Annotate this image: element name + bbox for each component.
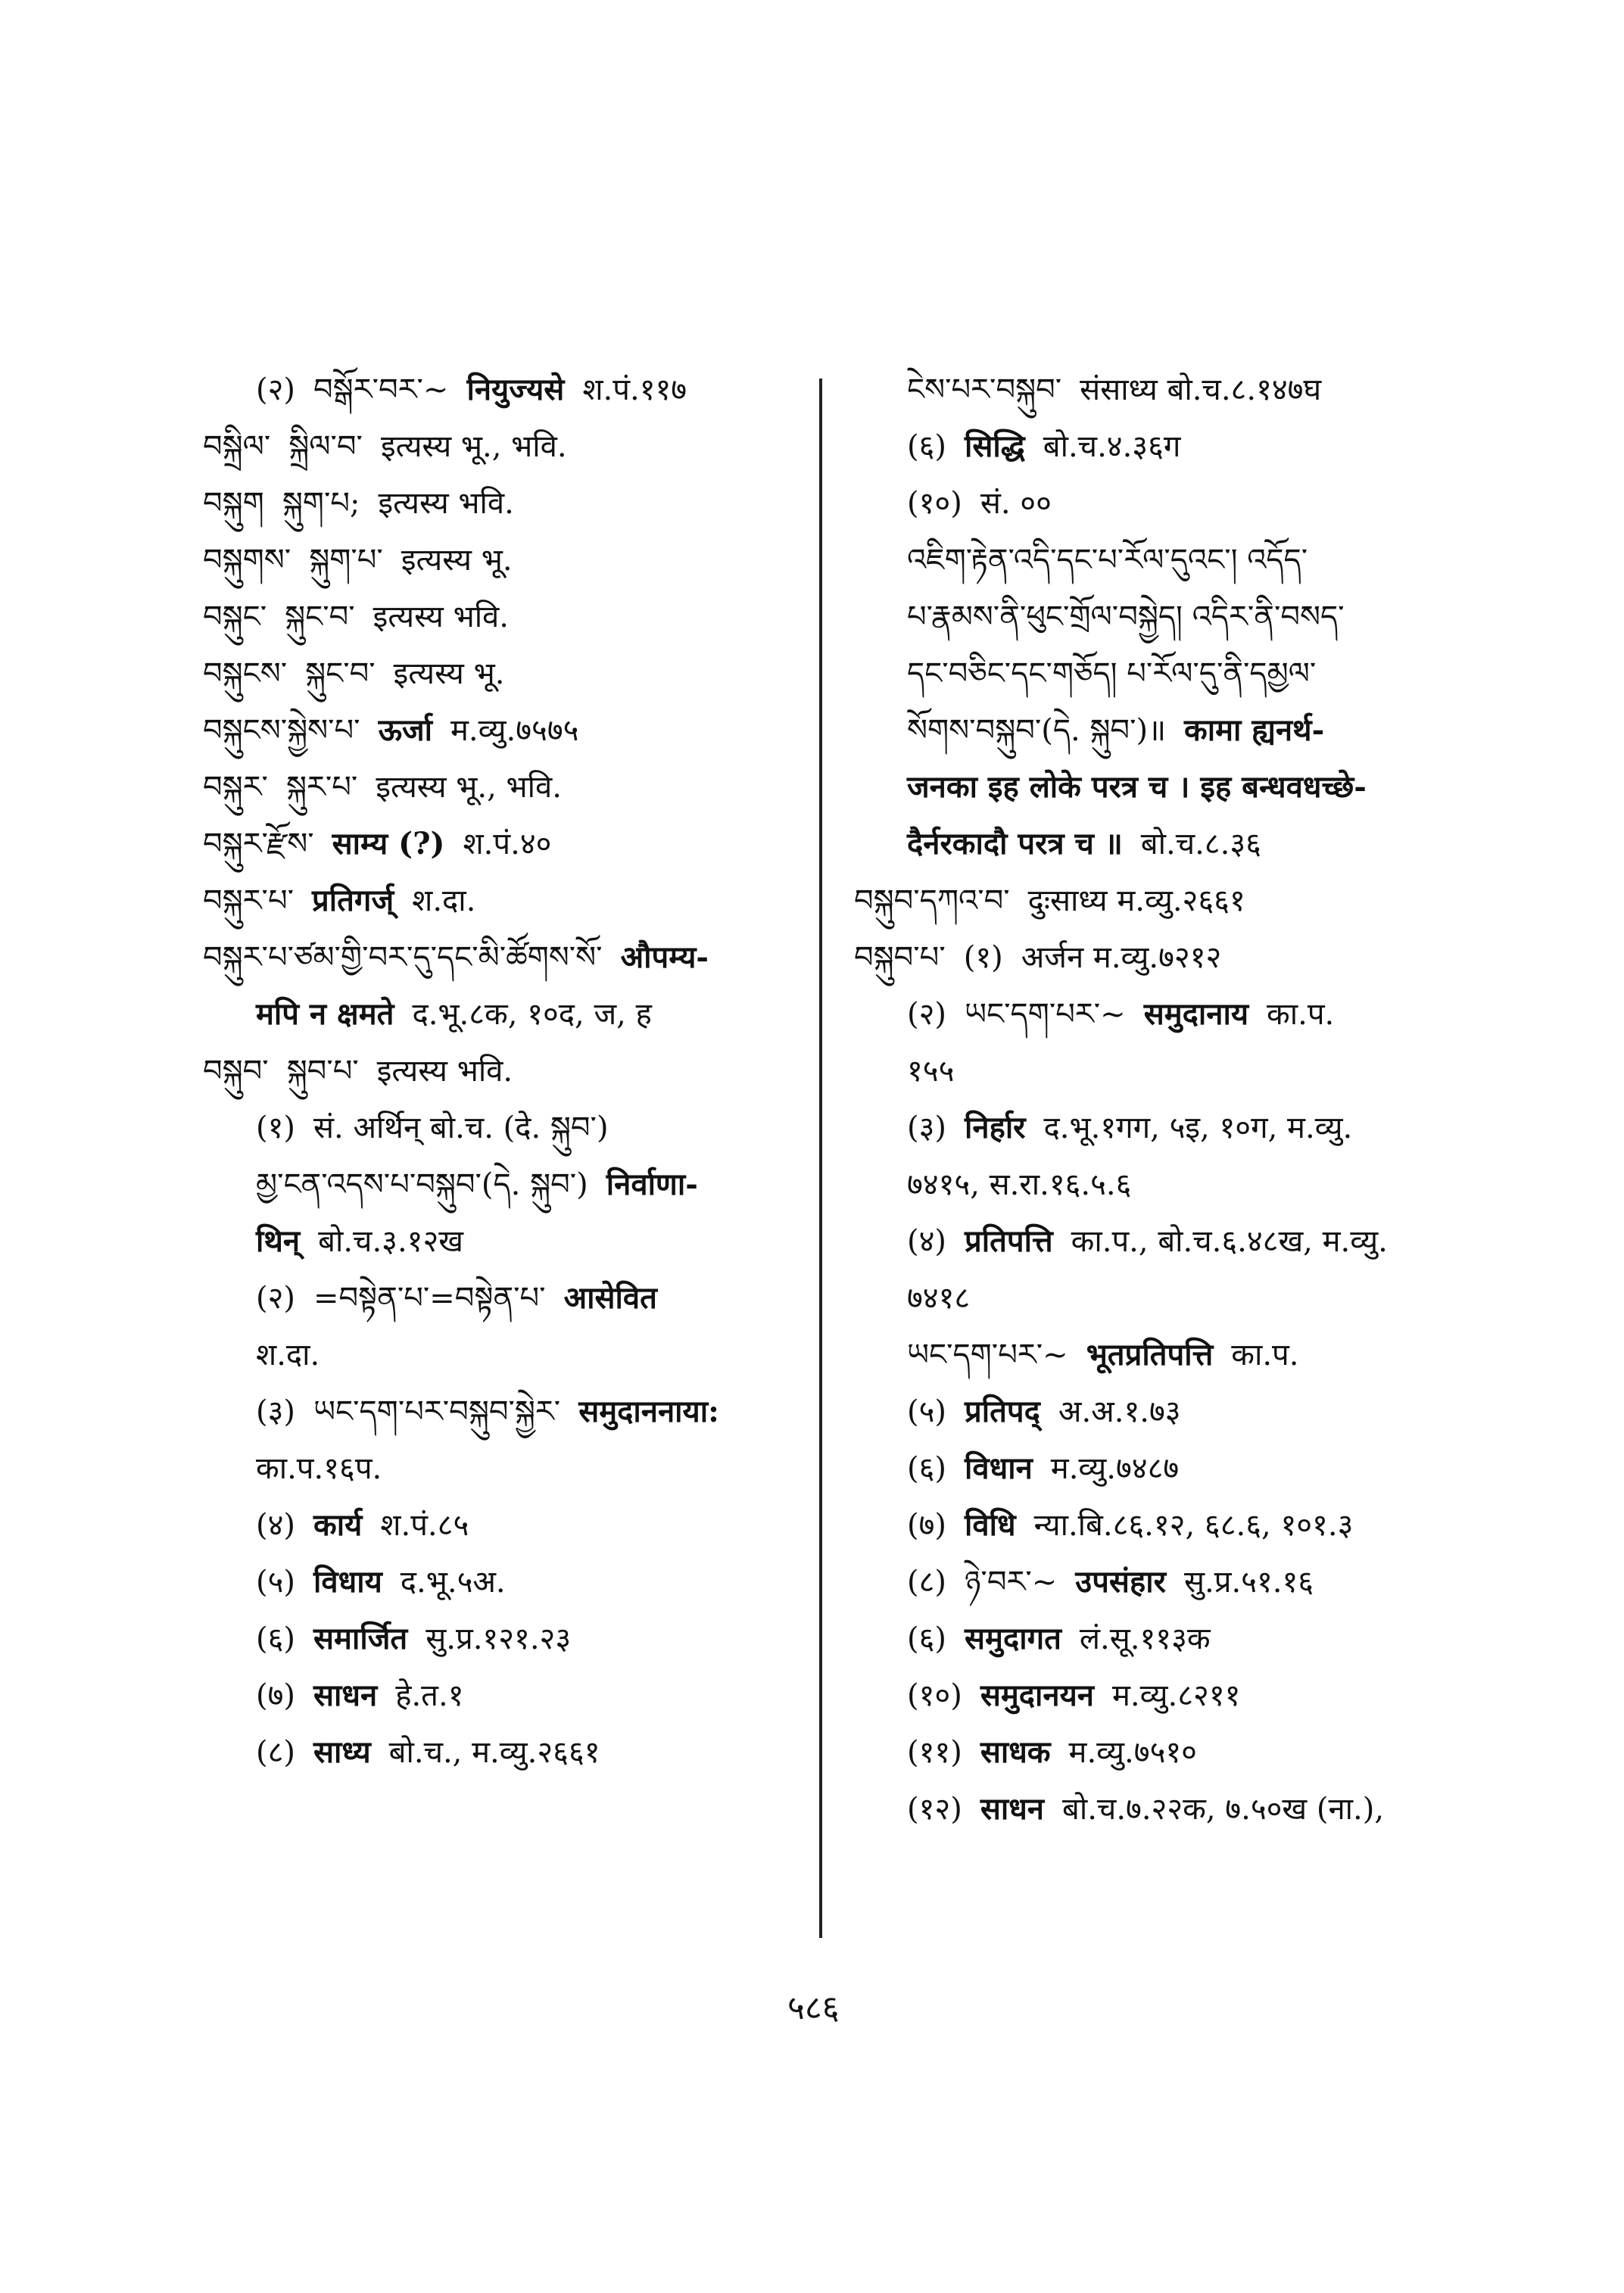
entry-ref: का.प.१६प. [256, 1451, 382, 1486]
entry-ref: द.भू.८क, १०द, ज, ह [412, 997, 652, 1032]
entry-line [203, 1166, 809, 1204]
entry-sk: सिद्धि [965, 428, 1025, 464]
entry-ref: का.प., बो.च.६.४८ख, म.व्यु. [1071, 1224, 1388, 1259]
entry-line [203, 371, 809, 409]
entry-ref: सं. ०० [980, 486, 1052, 521]
entry-ref: श.पं.११७ [582, 372, 687, 407]
entry-line [203, 1450, 809, 1488]
entry-num: (८) [256, 1735, 296, 1770]
entry-num: (१) [256, 1111, 296, 1145]
entry-sk: विधि [965, 1507, 1016, 1543]
entry-sk: कार्य [313, 1507, 363, 1543]
entry-tib: བསྐུངས་སྐྱེས་པ་ [203, 713, 360, 748]
entry-line [854, 1677, 1460, 1715]
entry-ref: श.दा. [412, 883, 476, 918]
entry-num: (६) [907, 429, 947, 464]
entry-ref: १५५ [907, 1054, 955, 1089]
entry-line [854, 541, 1460, 579]
entry-sk: समार्जित [313, 1621, 408, 1656]
entry-tib: ཡང་དག་པར་བསྐུབ་སྐྱེར་ [313, 1394, 561, 1429]
entry-sk: विधाय [313, 1564, 382, 1600]
entry-sk: मपि न क्षमते [256, 996, 394, 1032]
entry-line [854, 1620, 1460, 1658]
entry-ref: का.प. [1231, 1338, 1299, 1372]
entry-sk: साम्य (?) [332, 826, 445, 861]
entry-num: (६) [907, 1451, 947, 1486]
entry-line [854, 712, 1460, 749]
entry-tib2: སྐུག་པ; [282, 486, 360, 521]
entry-sk: साधक [980, 1734, 1051, 1770]
entry-num: (७) [256, 1678, 296, 1713]
entry-sk: साधन [313, 1678, 378, 1713]
entry-line [203, 882, 809, 920]
entry-tib2: སྐུག་པ་ [309, 543, 383, 578]
entry-line [203, 1734, 809, 1771]
entry-rest: सं. अर्थिन् बो.च. (दे. སྐུབ་) [313, 1111, 609, 1145]
entry-num: (५) [256, 1565, 296, 1600]
entry-line [203, 1563, 809, 1601]
entry-line [854, 371, 1460, 409]
entry-sk: उपसंहार [1075, 1564, 1166, 1600]
entry-sk: समुदानाय [1143, 996, 1249, 1032]
entry-num: (५) [907, 1394, 947, 1429]
entry-tib: བསྐུངས་ [203, 656, 288, 691]
entry-sk: साध्य [313, 1734, 371, 1770]
entry-tib: བསྐུར་རྫོས་ [203, 827, 314, 861]
entry-tib2: སྐུང་བ་ [285, 600, 355, 634]
right-column [854, 371, 1460, 1847]
entry-rest: इत्यस्य भू. [401, 543, 513, 578]
entry-ref: ७४१८ [907, 1281, 971, 1316]
entry-ref: अ.अ.१.७३ [1058, 1394, 1181, 1429]
entry-rest: संसाध्य बो.च.८.१४७घ [1080, 372, 1322, 407]
entry-line [203, 1677, 809, 1715]
entry-sk: प्रतिपद् [965, 1394, 1040, 1429]
entry-tib: བསྐུབ་པ་ [854, 940, 946, 975]
entry-ref: म.व्यु.७४८७ [1050, 1451, 1180, 1486]
entry-ref: बो.च., म.व्यु.२६६१ [388, 1735, 600, 1770]
entry-line [854, 825, 1460, 863]
entry-ref: म.व्यु.८२११ [1111, 1678, 1241, 1713]
entry-num: (१) [963, 940, 1003, 975]
entry-line [854, 1052, 1460, 1090]
entry-ref: न्या.बि.८६.१२, ६८.६, १०१.३ [1033, 1508, 1354, 1543]
entry-tib: ཡང་དག་པར་~ [907, 1338, 1068, 1372]
entry-ref: म.व्यु.७५१० [1068, 1735, 1197, 1770]
entry-tib: བསྐུར་ [203, 770, 268, 805]
entry-tib: ཉེ་བར་~ [965, 1565, 1058, 1600]
entry-sk: प्रतिगर्ज् [312, 883, 394, 918]
entry-tib: སོགས་བསྐུབ་(དེ. སྐུབ་)॥ [907, 713, 1167, 748]
entry-rest: इत्यस्य भवि. [372, 600, 510, 634]
entry-sk: निर्वाणा- [606, 1167, 698, 1202]
entry-line [854, 1790, 1460, 1828]
entry-sk: निर्हार [965, 1110, 1026, 1145]
entry-line [854, 1166, 1460, 1204]
entry-sk: कामा ह्यनर्थ- [1184, 712, 1325, 748]
entry-line [854, 1393, 1460, 1431]
left-column [203, 371, 809, 1790]
entry-line [203, 768, 809, 806]
entry-ref: द.भू.५अ. [400, 1565, 506, 1600]
entry-line [203, 428, 809, 466]
entry-line [203, 655, 809, 693]
entry-line [854, 428, 1460, 466]
entry-tib: བསྐུང་ [203, 600, 267, 634]
entry-line [854, 939, 1460, 977]
entry-line [203, 939, 809, 977]
entry-line [203, 1336, 809, 1374]
entry-sk: प्रतिपत्ति [965, 1223, 1053, 1259]
entry-rest: अर्जन म.व्यु.७२१२ [1021, 940, 1222, 975]
entry-tib2: སྐུབ་པ་ [286, 1054, 359, 1089]
entry-rest: इत्यस्य भू., भवि. [380, 429, 567, 464]
entry-num: (७) [907, 1508, 947, 1543]
entry-tib: བསྐུག [203, 486, 264, 521]
entry-line [854, 655, 1460, 693]
entry-tib: བསྐུབ་ [203, 1054, 269, 1089]
entry-ref: द.भू.१गग, ५इ, १०ग, म.व्यु. [1043, 1111, 1353, 1145]
entry-ref: बो.च.७.२२क, ७.५०ख (ना.), [1062, 1792, 1385, 1827]
entry-tib: བསྐུར་པ་ [203, 883, 294, 918]
entry-tib: འཇིག་རྟེན་འདི་དང་པ་རོལ་དུའང་། འདོད་ [907, 543, 1308, 578]
entry-line [854, 598, 1460, 636]
entry-num: (२) [907, 997, 947, 1032]
entry-line [203, 1109, 809, 1147]
entry-rest: इत्यस्य भू., भवि. [376, 770, 562, 805]
entry-tib: བསྐུར་པ་ཙམ་གྱི་བར་དུ་དང་མི་ཚོགས་སོ་ [203, 940, 603, 975]
entry-line [854, 1506, 1460, 1544]
entry-ref: श.पं.४० [463, 827, 552, 861]
entry-tib2: སྐྲིལ་བ་ [288, 429, 363, 464]
entry-tib: མྱ་ངན་འདས་པ་བསྐུབ་(དེ. སྐུབ་) [256, 1167, 588, 1202]
entry-num: (१०) [907, 486, 962, 521]
entry-num: (४) [256, 1508, 296, 1543]
entry-tib: བསྐུགས་ [203, 543, 291, 578]
entry-line [854, 768, 1460, 806]
entry-line [854, 484, 1460, 522]
entry-ref: म.व्यु.७५७५ [450, 713, 579, 748]
entry-sk: थिन् [256, 1223, 301, 1259]
entry-num: (२) [256, 1281, 296, 1316]
entry-sk: समुदानयन [980, 1678, 1094, 1713]
entry-tib2: སྐུང་བ་ [305, 656, 376, 691]
entry-tib: བསྒོར་བར་~ [313, 372, 449, 407]
entry-ref: सु.प्र.५१.१६ [1183, 1565, 1314, 1600]
entry-tib: བསྐུབ་དཀའ་བ་ [854, 883, 1010, 918]
entry-num: (६) [256, 1622, 296, 1656]
entry-line [203, 484, 809, 522]
entry-line [854, 1563, 1460, 1601]
entry-line [854, 882, 1460, 920]
entry-sk: साधन [980, 1791, 1045, 1827]
entry-line [203, 1223, 809, 1260]
entry-num: (३) [256, 1394, 296, 1429]
entry-ref: बो.च.३.१२ख [318, 1224, 463, 1259]
entry-ref: का.प. [1267, 997, 1335, 1032]
entry-line [203, 995, 809, 1033]
entry-num: (४) [907, 1224, 947, 1259]
entry-line [854, 1450, 1460, 1488]
entry-line [854, 995, 1460, 1033]
entry-ref: बो.च.४.३६ग [1043, 429, 1181, 464]
entry-sk: विधान [965, 1450, 1033, 1486]
entry-sk: समुदागत [965, 1621, 1061, 1656]
entry-num: (१०) [907, 1678, 962, 1713]
entry-line [203, 541, 809, 579]
entry-num: (३) [907, 1111, 947, 1145]
entry-ref: बो.च.८.३६ [1140, 827, 1261, 861]
entry-ref: ७४१५, स.रा.१६.५.६ [907, 1167, 1132, 1202]
entry-ref: सु.प्र.१२१.२३ [425, 1622, 572, 1656]
entry-rest: इत्यस्य भवि. [378, 486, 514, 521]
entry-tib: =བསྟེན་པ་=བསྟེན་པ་ [313, 1281, 546, 1316]
entry-sk: समुदाननाया: [578, 1394, 719, 1429]
entry-tib: ངེས་པར་བསྐུབ་ [907, 372, 1062, 407]
entry-num: (८) [907, 1565, 947, 1600]
entry-ref: लं.सू.११३क [1079, 1622, 1211, 1656]
entry-line [854, 1336, 1460, 1374]
entry-line [854, 1279, 1460, 1317]
entry-tib: པ་རྣམས་ནི་ཕུང་གྲོལ་བསྐྱེད། འདིར་ནི་བསད་ [907, 600, 1345, 634]
entry-line [854, 1109, 1460, 1147]
entry-ref: श.पं.८५ [380, 1508, 469, 1543]
entry-line [203, 598, 809, 636]
entry-sk: जनका इह लोके परत्र च । इह बन्धवधच्छे- [907, 769, 1367, 805]
entry-ref: श.दा. [256, 1338, 320, 1372]
entry-num: (१२) [907, 1792, 962, 1827]
entry-line [203, 1506, 809, 1544]
entry-num: (११) [907, 1735, 962, 1770]
entry-tib: དང་བཅིང་དང་གཅོད། པ་རོལ་དུ་ནི་དམྱལ་ [907, 656, 1317, 691]
entry-rest: दुःसाध्य म.व्यु.२६६१ [1027, 883, 1245, 918]
entry-num: (२) [256, 372, 296, 407]
entry-tib: ཡང་དག་པར་~ [965, 997, 1126, 1032]
entry-num: (६) [907, 1622, 947, 1656]
entry-tib: བསྐྲིལ་ [203, 429, 271, 464]
entry-line [854, 1734, 1460, 1771]
entry-sk: दैर्नरकादौ परत्र च ॥ [907, 826, 1123, 861]
entry-rest: इत्यस्य भवि. [376, 1054, 513, 1089]
entry-sk: नियुज्यसे [466, 372, 565, 407]
entry-line [203, 1052, 809, 1090]
entry-ref: हे.त.१ [395, 1678, 464, 1713]
entry-sk: ऊर्जा [378, 712, 433, 748]
entry-sk: आसेवित [563, 1280, 657, 1316]
entry-line [203, 1393, 809, 1431]
entry-line [203, 825, 809, 863]
entry-sk: भूतप्रतिपत्ति [1086, 1337, 1214, 1372]
entry-line [203, 712, 809, 749]
entry-line [203, 1279, 809, 1317]
column-divider [819, 379, 822, 1938]
page-number: ५८६ [787, 1989, 840, 2027]
entry-line [854, 1223, 1460, 1260]
entry-rest: इत्यस्य भू. [393, 656, 505, 691]
entry-sk: औपम्य- [620, 939, 709, 975]
entry-tib2: སྐུར་པ་ [285, 770, 358, 805]
entry-line [203, 1620, 809, 1658]
